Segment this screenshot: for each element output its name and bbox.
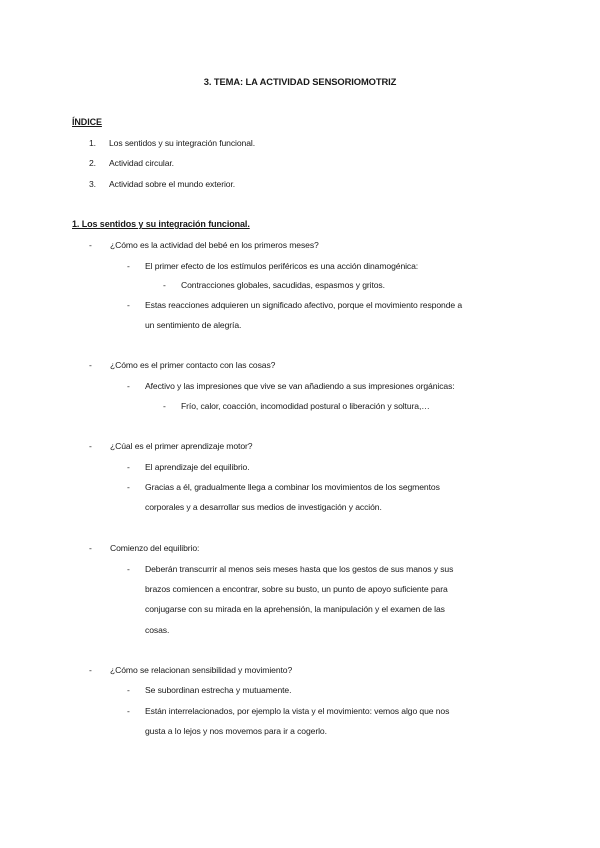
- answer-4-1-line-1: Deberán transcurrir al menos seis meses hasta que los gestos de sus manos y sus: [145, 564, 454, 574]
- question-5: ¿Cómo se relacionan sensibilidad y movimiento?: [110, 665, 293, 675]
- index-item-number: 3.: [89, 179, 96, 189]
- question-2: ¿Cómo es el primer contacto con las cosas?: [110, 360, 276, 370]
- question-4: Comienzo del equilibrio:: [110, 543, 200, 553]
- answer-3-2-line-1: Gracias a él, gradualmente llega a combinar los movimientos de los segmentos: [145, 482, 440, 492]
- answer-5-1: Se subordinan estrecha y mutuamente.: [145, 685, 292, 695]
- index-item-text: Actividad circular.: [109, 158, 174, 168]
- bullet-dash: -: [89, 665, 92, 675]
- answer-3-2-line-2: corporales y a desarrollar sus medios de investigación y acción.: [145, 502, 382, 512]
- answer-4-1-line-2: brazos comiencen a encontrar, sobre su busto, un punto de apoyo suficiente para: [145, 584, 448, 594]
- bullet-dash: -: [127, 482, 130, 492]
- answer-1-1-sub: Contracciones globales, sacudidas, espasmos y gritos.: [181, 280, 385, 290]
- answer-5-2-line-2: gusta a lo lejos y nos movemos para ir a cogerlo.: [145, 726, 327, 736]
- bullet-dash: -: [127, 300, 130, 310]
- bullet-dash: -: [89, 240, 92, 250]
- index-item-text: Los sentidos y su integración funcional.: [109, 138, 256, 148]
- answer-2-1: Afectivo y las impresiones que vive se van añadiendo a sus impresiones orgánicas:: [145, 381, 455, 391]
- index-item-2: [89, 158, 174, 168]
- answer-3-1: El aprendizaje del equilibrio.: [145, 462, 250, 472]
- answer-2-1-sub: Frío, calor, coacción, incomodidad postural o liberación y soltura,…: [181, 401, 430, 411]
- section-1-heading: 1. Los sentidos y su integración funcional.: [72, 219, 250, 229]
- index-item-number: 1.: [89, 138, 96, 148]
- index-heading: ÍNDICE: [72, 117, 102, 127]
- answer-1-2-line-1: Estas reacciones adquieren un significado afectivo, porque el movimiento responde a: [145, 300, 463, 310]
- bullet-dash: -: [89, 543, 92, 553]
- index-item-text: Actividad sobre el mundo exterior.: [109, 179, 236, 189]
- bullet-dash: -: [127, 381, 130, 391]
- answer-1-2-line-2: un sentimiento de alegría.: [145, 320, 242, 330]
- bullet-dash: -: [89, 441, 92, 451]
- index-item-number: 2.: [89, 158, 96, 168]
- answer-1-1: El primer efecto de los estímulos periféricos es una acción dinamogénica:: [145, 261, 419, 271]
- question-3: ¿Cúal es el primer aprendizaje motor?: [110, 441, 253, 451]
- bullet-dash: -: [127, 685, 130, 695]
- bullet-dash: -: [127, 462, 130, 472]
- index-item-3: [89, 179, 235, 189]
- bullet-dash: -: [163, 401, 166, 411]
- bullet-dash: -: [163, 280, 166, 290]
- bullet-dash: -: [127, 564, 130, 574]
- bullet-dash: -: [89, 360, 92, 370]
- bullet-dash: -: [127, 706, 130, 716]
- question-1: ¿Cómo es la actividad del bebé en los primeros meses?: [110, 240, 319, 250]
- answer-5-2-line-1: Están interrelacionados, por ejemplo la vista y el movimiento: vemos algo que nos: [145, 706, 450, 716]
- index-item-1: [89, 138, 255, 148]
- document-title: 3. TEMA: LA ACTIVIDAD SENSORIOMOTRIZ: [203, 76, 397, 87]
- answer-4-1-line-3: conjugarse con su mirada en la aprehensión, la manipulación y el examen de las: [145, 604, 445, 614]
- bullet-dash: -: [127, 261, 130, 271]
- answer-4-1-line-4: cosas.: [145, 625, 170, 635]
